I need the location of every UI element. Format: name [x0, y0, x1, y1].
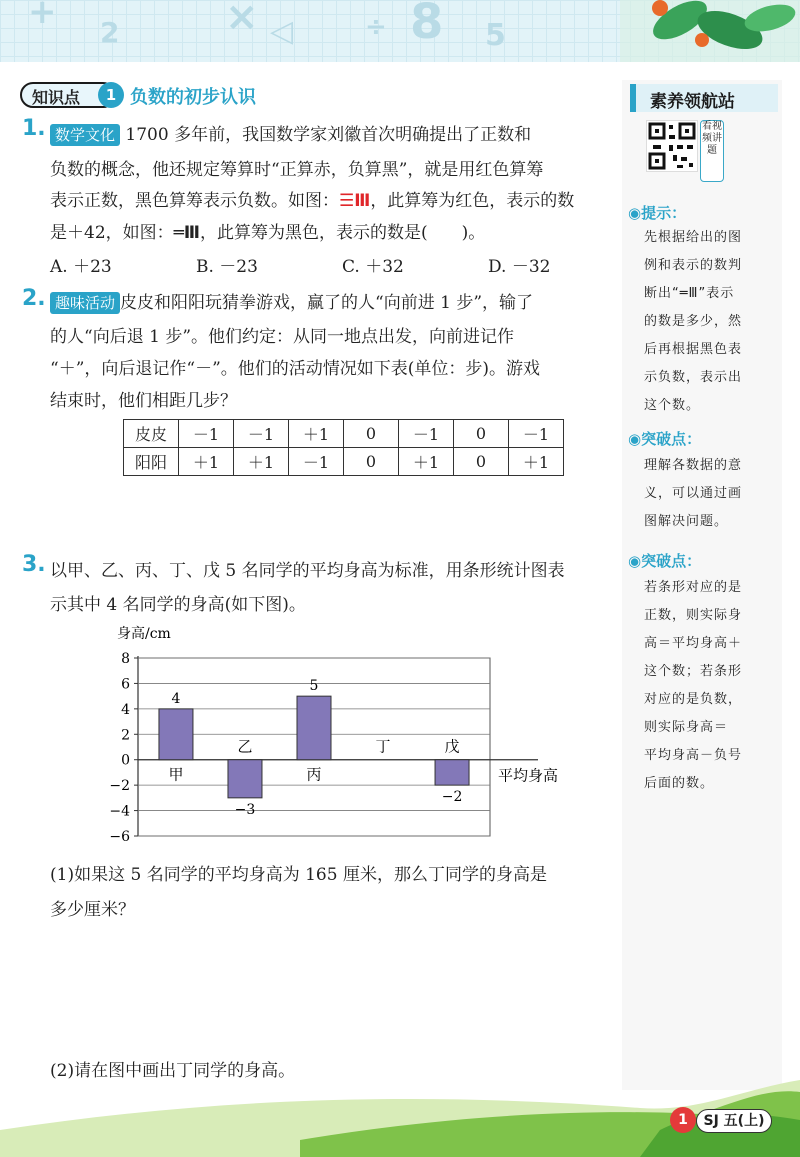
- category-label: 乙: [237, 737, 253, 756]
- breakthrough2-title: ◉突破点：: [628, 552, 702, 570]
- q3-sub1-line2: 多少厘米？: [50, 900, 135, 920]
- sidebar-title: 素养领航站: [650, 92, 735, 112]
- q3-number: 3.: [22, 552, 46, 577]
- hint-line: 断出“═Ⅲ”表示: [644, 286, 735, 301]
- eight-decoration: 8: [410, 0, 444, 50]
- q1-tag: 数学文化: [50, 124, 120, 146]
- q1-line2: 负数的概念，他还规定筹算时“正算赤，负算黑”，就是用红色算筹: [50, 160, 544, 180]
- page-number: 1: [670, 1107, 696, 1133]
- times-decoration: ×: [225, 0, 259, 40]
- y-tick-label: −4: [109, 803, 130, 820]
- table-cell: ＋1: [399, 448, 454, 476]
- bar-value-label: 4: [171, 690, 181, 707]
- edition-label: SJ 五(上): [696, 1109, 772, 1133]
- table-row: [124, 448, 564, 476]
- q2-line4: 结束时，他们相距几步？: [50, 391, 237, 411]
- q2-number: 2.: [22, 286, 46, 311]
- q1-choices: [50, 252, 570, 276]
- breakthrough1-line: 图解决问题。: [644, 514, 729, 529]
- two-decoration: 2: [100, 16, 120, 49]
- y-tick-label: 4: [121, 701, 130, 718]
- bar-value-label: 5: [309, 678, 319, 695]
- table-cell: －1: [509, 420, 564, 448]
- triangle-decoration: ◁: [270, 14, 294, 49]
- q1-line3b: ，此算筹为红色，表示的数: [370, 191, 575, 211]
- bar-甲: [159, 709, 193, 760]
- table-cell: ＋1: [509, 448, 564, 476]
- breakthrough1-line: 义，可以通过画: [644, 486, 743, 501]
- bar-value-label: −2: [441, 789, 463, 806]
- bar-value-label: −3: [234, 801, 256, 818]
- breakthrough2-line: 对应的是负数，: [644, 692, 743, 707]
- q1-choice-b[interactable]: B. －23: [196, 257, 258, 277]
- q1-line4: [50, 218, 485, 243]
- q1-line3: [50, 186, 574, 211]
- y-tick-label: −2: [109, 778, 130, 795]
- watch-video-label[interactable]: 看视频讲题: [700, 120, 724, 182]
- category-label: 丁: [375, 737, 391, 756]
- y-tick-label: 0: [121, 752, 130, 769]
- table-cell: ＋1: [289, 420, 344, 448]
- q1-line1-text: 1700 多年前，我国数学家刘徽首次明确提出了正数和: [125, 125, 532, 145]
- q1-line4b: ，此算筹为黑色，表示的数是( )。: [199, 223, 486, 243]
- q2-step-table: [123, 419, 564, 476]
- breakthrough2-line: 平均身高－负号: [644, 748, 743, 763]
- q1-line1: [50, 120, 531, 146]
- category-label: 戊: [444, 737, 460, 756]
- q1-line4a: 是＋42，如图：: [50, 223, 174, 243]
- table-cell: ＋1: [234, 448, 289, 476]
- hint-line: 这个数。: [644, 398, 701, 413]
- breakthrough2-text: [644, 574, 770, 798]
- table-cell: 0: [344, 420, 399, 448]
- bar-乙: [228, 760, 262, 798]
- q1-number: 1.: [22, 116, 46, 141]
- hint-title: ◉提示：: [628, 204, 687, 222]
- row-name: 皮皮: [124, 420, 179, 448]
- row-name: 阳阳: [124, 448, 179, 476]
- red-counting-rod: ☰Ⅲ: [339, 191, 371, 211]
- knowledge-point-title: 负数的初步认识: [130, 87, 256, 108]
- breakthrough2-line: 则实际身高＝: [644, 720, 729, 735]
- five-decoration: 5: [485, 18, 506, 53]
- category-label: 丙: [306, 765, 322, 784]
- breakthrough2-line: 这个数；若条形: [644, 664, 743, 679]
- y-tick-label: 8: [121, 651, 130, 667]
- q1-line3a: 表示正数，黑色算筹表示负数。如图：: [50, 191, 339, 211]
- y-tick-label: 2: [121, 727, 130, 744]
- knowledge-point-label: 知识点: [32, 88, 81, 107]
- q2-line3: “＋”，向后退记作“－”。他们的活动情况如下表(单位：步)。游戏: [50, 359, 541, 379]
- q3-line1: 以甲、乙、丙、丁、戊 5 名同学的平均身高为标准，用条形统计图表: [50, 561, 565, 581]
- breakthrough2-line: 正数，则实际身: [644, 608, 743, 623]
- bar-丙: [297, 696, 331, 760]
- table-cell: －1: [179, 420, 234, 448]
- table-cell: －1: [399, 420, 454, 448]
- q2-line1: [50, 288, 533, 314]
- plus-decoration: +: [28, 0, 57, 32]
- q3-line2: 示其中 4 名同学的身高(如下图)。: [50, 595, 306, 615]
- q3-sub2: (2)请在图中画出丁同学的身高。: [50, 1061, 296, 1081]
- hint-line: 先根据给出的图: [644, 230, 743, 245]
- q3-sub1-line1: (1)如果这 5 名同学的平均身高为 165 厘米，那么丁同学的身高是: [50, 865, 547, 885]
- q1-choice-d[interactable]: D. －32: [488, 257, 551, 277]
- breakthrough2-title-text: 突破点：: [641, 552, 702, 570]
- breakthrough2-line: 若条形对应的是: [644, 580, 743, 595]
- q2-line2: 的人“向后退 1 步”。他们约定：从同一地点出发，向前进记作: [50, 327, 515, 347]
- table-cell: 0: [454, 420, 509, 448]
- table-cell: 0: [344, 448, 399, 476]
- table-cell: －1: [234, 420, 289, 448]
- q1-choice-a[interactable]: A. ＋23: [50, 257, 112, 277]
- q1-choice-c[interactable]: C. ＋32: [342, 257, 404, 277]
- knowledge-point-number: 1: [98, 82, 124, 108]
- hint-line: 的数是多少，然: [644, 314, 743, 329]
- divide-decoration: ÷: [365, 12, 387, 42]
- y-tick-label: 6: [121, 676, 130, 693]
- breakthrough1-line: 理解各数据的意: [644, 458, 743, 473]
- hint-title-text: 提示：: [641, 204, 687, 222]
- q2-tag: 趣味活动: [50, 292, 120, 314]
- breakthrough2-line: 高＝平均身高＋: [644, 636, 743, 651]
- hint-line: 示负数，表示出: [644, 370, 743, 385]
- breakthrough1-text: [644, 452, 770, 536]
- black-counting-rod: ═Ⅲ: [173, 223, 200, 243]
- qr-code-icon[interactable]: [646, 120, 698, 172]
- category-label: 甲: [168, 765, 184, 784]
- knowledge-point-heading: [20, 82, 280, 110]
- sidebar-title-bar: [630, 84, 778, 112]
- baseline-label: 平均身高: [498, 766, 559, 785]
- hint-line: 例和表示的数判: [644, 258, 743, 273]
- height-bar-chart[interactable]: [100, 620, 580, 850]
- y-tick-label: −6: [109, 829, 130, 845]
- table-row: [124, 420, 564, 448]
- breakthrough1-title-text: 突破点：: [641, 430, 702, 448]
- hint-line: 后再根据黑色表: [644, 342, 743, 357]
- y-axis-label: 身高/cm: [117, 626, 171, 642]
- table-cell: －1: [289, 448, 344, 476]
- table-cell: 0: [454, 448, 509, 476]
- hint-text: [644, 224, 770, 420]
- breakthrough1-title: ◉突破点：: [628, 430, 702, 448]
- bar-戊: [435, 760, 469, 785]
- leaf-illustration: [620, 0, 800, 62]
- page-header: [0, 0, 800, 62]
- breakthrough2-line: 后面的数。: [644, 776, 715, 791]
- q2-line1-text: 皮皮和阳阳玩猜拳游戏，赢了的人“向前进 1 步”，输了: [120, 293, 534, 313]
- table-cell: ＋1: [179, 448, 234, 476]
